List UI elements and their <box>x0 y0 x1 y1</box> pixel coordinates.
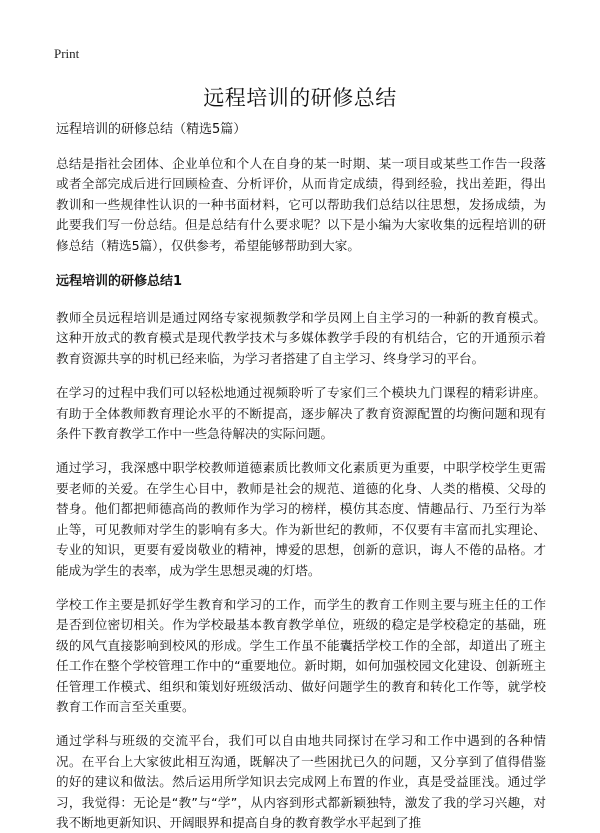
body-paragraph: 教师全员远程培训是通过网络专家视频教学和学员网上自主学习的一种新的教育模式。这种开放式的教育模式是现代教学技术与多媒体教学手段的有机结合，它的开通预示着教育资源共享的时机已经来临，为学习者搭建了自主学习、终身学习的平台。 <box>56 310 546 366</box>
intro-paragraph: 总结是指社会团体、企业单位和个人在自身的某一时期、某一项目或某些工作告一段落或者全部完成后进行回顾检查、分析评价，从而肯定成绩，得到经验，找出差距，得出教训和一些规律性认识的一种书面材料，它可以帮助我们总结以往思想，发扬成绩，为此要我们写一份总结。但是总结有什么要求呢？以下是小编为大家收集的远程培训的研修总结（精选5篇），仅供参考，希望能够帮助到大家。 <box>56 156 546 253</box>
document-subtitle: 远程培训的研修总结（精选5篇） <box>56 122 247 137</box>
document-body <box>56 120 546 833</box>
document-title: 远程培训的研修总结 <box>203 86 397 110</box>
section-heading: 远程培训的研修总结1 <box>56 274 183 290</box>
body-paragraph: 通过学科与班级的交流平台，我们可以自由地共同探讨在学习和工作中遇到的各种情况。在平台上大家彼此相互沟通，既解决了一些困扰已久的问题，又分享到了值得借鉴的好的建议和做法。然后运用所学知识去完成网上布置的作业，真是受益匪浅。通过学习，我觉得：无论是“教”与“学”，从内容到形式都新颖独特，激发了我的学习兴趣，对我不断地更新知识、开阔眼界和提高自身的教育教学水平起到了推 <box>56 733 546 830</box>
body-paragraph: 在学习的过程中我们可以轻松地通过视频聆听了专家们三个模块九门课程的精彩讲座。有助于全体教师教育理论水平的不断提高，逐步解决了教育资源配置的均衡问题和现有条件下教育教学工作中一些急待解决的实际问题。 <box>56 385 546 442</box>
body-paragraph: 通过学习，我深感中职学校教师道德素质比教师文化素质更为重要，中职学校学生更需要老师的关爱。在学生心目中，教师是社会的规范、道德的化身、人类的楷模、父母的替身。他们都把师德高尚的教师作为学习的榜样，模仿其态度、情趣品行、乃至行为举止等，可见教师对学生的影响有多大。作为新世纪的教师，不仅要有丰富而扎实理论、专业的知识，更要有爱岗敬业的精神，博爱的思想，创新的意识，诲人不倦的品格。才能成为学生的表率，成为学生思想灵魂的灯塔。 <box>56 460 546 578</box>
print-link[interactable]: Print <box>54 46 80 61</box>
body-paragraph: 学校工作主要是抓好学生教育和学习的工作，而学生的教育工作则主要与班主任的工作是否到位密切相关。作为学校最基本教育教学单位，班级的稳定是学校稳定的基础，班级的风气直接影响到校风的形成。学生工作虽不能囊括学校工作的全部，却道出了班主任工作在整个学校管理工作中的“重要地位。新时期，如何加强校园文化建设、创新班主任管理工作模式、组织和策划好班级活动、做好问题学生的教育和转化工作等，就学校教育工作而言至关重要。 <box>56 596 546 714</box>
